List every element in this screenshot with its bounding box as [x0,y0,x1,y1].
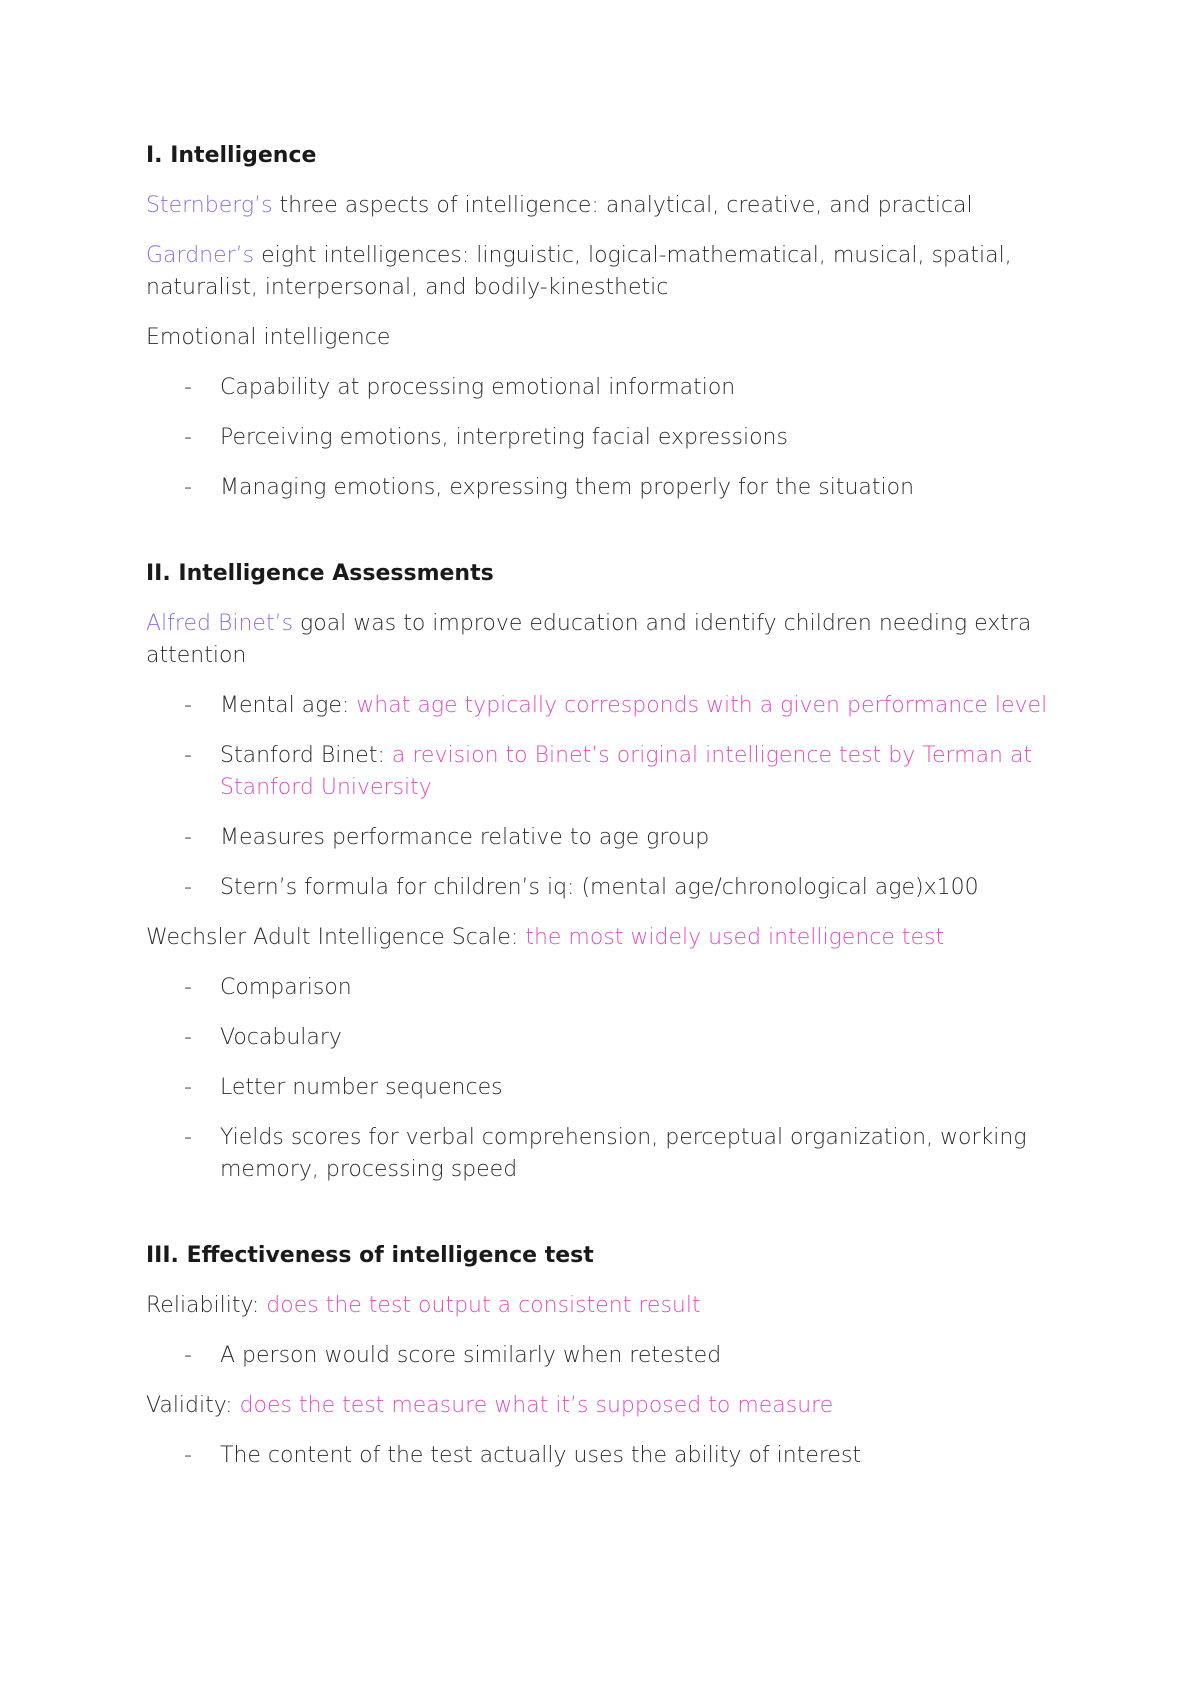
bullet-list [146,972,1066,1186]
paragraph-wechsler: Wechsler Adult Intelligence Scale: the most widely used intelligence test [146,925,945,950]
bullet-list [146,372,1066,504]
list-item: - Perceiving emotions, interpreting facial expressions [184,425,788,450]
theorist-name: Sternberg’s [146,193,273,218]
paragraph-text: three aspects of intelligence: analytical, creative, and practical [272,193,973,218]
section-intelligence [146,140,1066,504]
section-heading: III. Effectiveness of intelligence test [146,1243,594,1268]
section-intelligence-assessments [146,558,1066,1186]
paragraph-text: eight intelligences: linguistic, logical-mathematical, musical, spatial, naturalist, interpersonal, and bodily-kinesthetic [146,243,1012,300]
paragraph-binet [146,608,1066,672]
theorist-name: Alfred Binet’s [146,611,294,636]
list-item: - Yields scores for verbal comprehension, perceptual organization, working memory, processing speed [184,1125,1027,1182]
list-item: - Stanford Binet: a revision to Binet’s original intelligence test by Terman at Stanford University [184,743,1033,800]
paragraph-text: goal was to improve education and identify children needing extra attention [146,611,1032,668]
list-item: - Vocabulary [184,1025,342,1050]
list-item: - The content of the test actually uses the ability of interest [184,1443,862,1468]
definition-text: the most widely used intelligence test [525,925,945,950]
paragraph-sternberg [146,190,1066,222]
definition-text: does the test measure what it’s supposed to measure [239,1393,834,1418]
definition-text: a revision to Binet’s original intelligence test by Terman at Stanford University [220,743,1033,800]
document-page [146,140,1066,1526]
section-effectiveness [146,1240,1066,1472]
theorist-name: Gardner’s [146,243,255,268]
list-item: - Measures performance relative to age group [184,825,710,850]
list-item: - Mental age: what age typically corresponds with a given performance level [184,693,1048,718]
list-item: - Capability at processing emotional information [184,375,736,400]
list-item: - Comparison [184,975,352,1000]
definition-text: does the test output a consistent result [266,1293,701,1318]
paragraph-reliability: Reliability: does the test output a consistent result [146,1293,701,1318]
list-item: - A person would score similarly when retested [184,1343,722,1368]
list-item: - Managing emotions, expressing them properly for the situation [184,475,915,500]
paragraph-emotional-intelligence: Emotional intelligence [146,325,391,350]
list-item: - Stern’s formula for children’s iq: (mental age/chronological age)x100 [184,875,979,900]
section-heading: I. Intelligence [146,143,317,168]
list-item: - Letter number sequences [184,1075,503,1100]
paragraph-gardner [146,240,1066,304]
bullet-list [146,1340,1066,1372]
paragraph-validity: Validity: does the test measure what it’s supposed to measure [146,1393,834,1418]
bullet-list [146,1440,1066,1472]
definition-text: what age typically corresponds with a given performance level [356,693,1048,718]
section-heading: II. Intelligence Assessments [146,561,494,586]
bullet-list [146,690,1066,904]
